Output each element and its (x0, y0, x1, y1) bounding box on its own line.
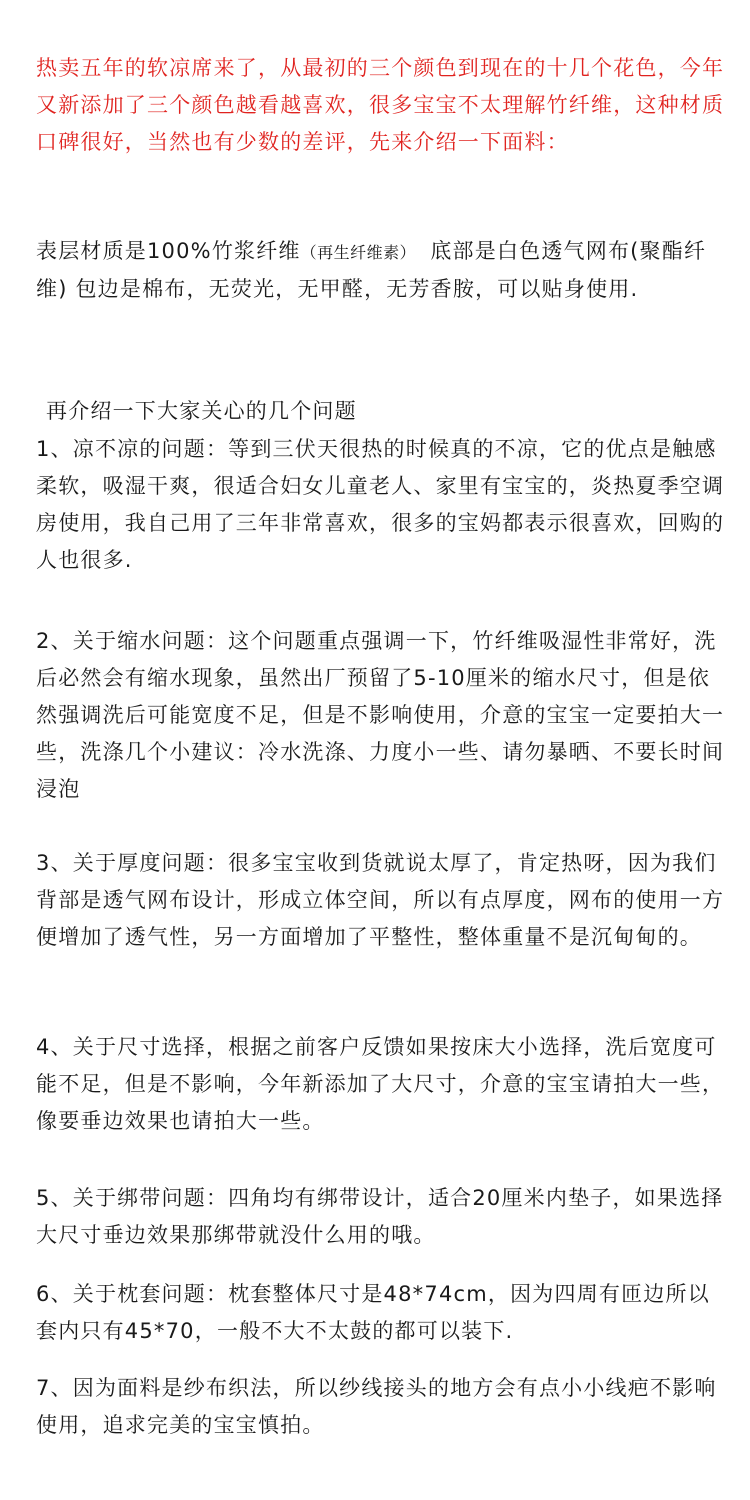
material-text-part2: 底部是白色透气网布(聚酯纤维) 包边是棉布，无荧光，无甲醛，无芳香胺，可以贴身使用. (36, 239, 707, 301)
faq-heading: 再介绍一下大家关心的几个问题 (46, 399, 357, 423)
faq-item-size-selection: 4、关于尺寸选择，根据之前客户反馈如果按床大小选择，洗后宽度可能不足，但是不影响，今年新添加了大尺寸，介意的宝宝请拍大一些，像要垂边效果也请拍大一些。 (36, 1035, 725, 1133)
intro-paragraph: 热卖五年的软凉席来了，从最初的三个颜色到现在的十几个花色，今年又新添加了三个颜色越看越喜欢，很多宝宝不太理解竹纤维，这种材质口碑很好，当然也有少数的差评，先来介绍一下面料： (36, 56, 725, 154)
faq-item-fabric-weave: 7、因为面料是纱布织法，所以纱线接头的地方会有点小小线疤不影响使用，追求完美的宝宝慎拍。 (36, 1376, 717, 1437)
faq-item-coolness: 1、凉不凉的问题：等到三伏天很热的时候真的不凉，它的优点是触感柔软，吸湿干爽，很适合妇女儿童老人、家里有宝宝的，炎热夏季空调房使用，我自己用了三年非常喜欢，很多的宝妈都表示很喜欢，回购的人也很多. (36, 437, 725, 572)
material-paragraph (36, 233, 726, 308)
faq-item-pillowcase: 6、关于枕套问题：枕套整体尺寸是48*74cm，因为四周有匝边所以套内只有45*70，一般不大不太鼓的都可以装下. (36, 1282, 710, 1343)
material-text-part1: 表层材质是100%竹浆纤维 (36, 239, 301, 263)
faq-item-thickness: 3、关于厚度问题：很多宝宝收到货就说太厚了，肯定热呀，因为我们背部是透气网布设计，形成立体空间，所以有点厚度，网布的使用一方便增加了透气性，另一方面增加了平整性，整体重量不是沉甸甸的。 (36, 851, 725, 949)
material-note: （再生纤维素） (300, 243, 409, 262)
faq-item-straps: 5、关于绑带问题：四角均有绑带设计，适合20厘米内垫子，如果选择大尺寸垂边效果那绑带就没什么用的哦。 (36, 1186, 724, 1247)
faq-item-shrinkage: 2、关于缩水问题：这个问题重点强调一下，竹纤维吸湿性非常好，洗后必然会有缩水现象，虽然出厂预留了5-10厘米的缩水尺寸，但是依然强调洗后可能宽度不足，但是不影响使用，介意的宝宝一定要拍大一些，洗涤几个小建议：冷水洗涤、力度小一些、请勿暴晒、不要长时间浸泡 (36, 629, 725, 801)
